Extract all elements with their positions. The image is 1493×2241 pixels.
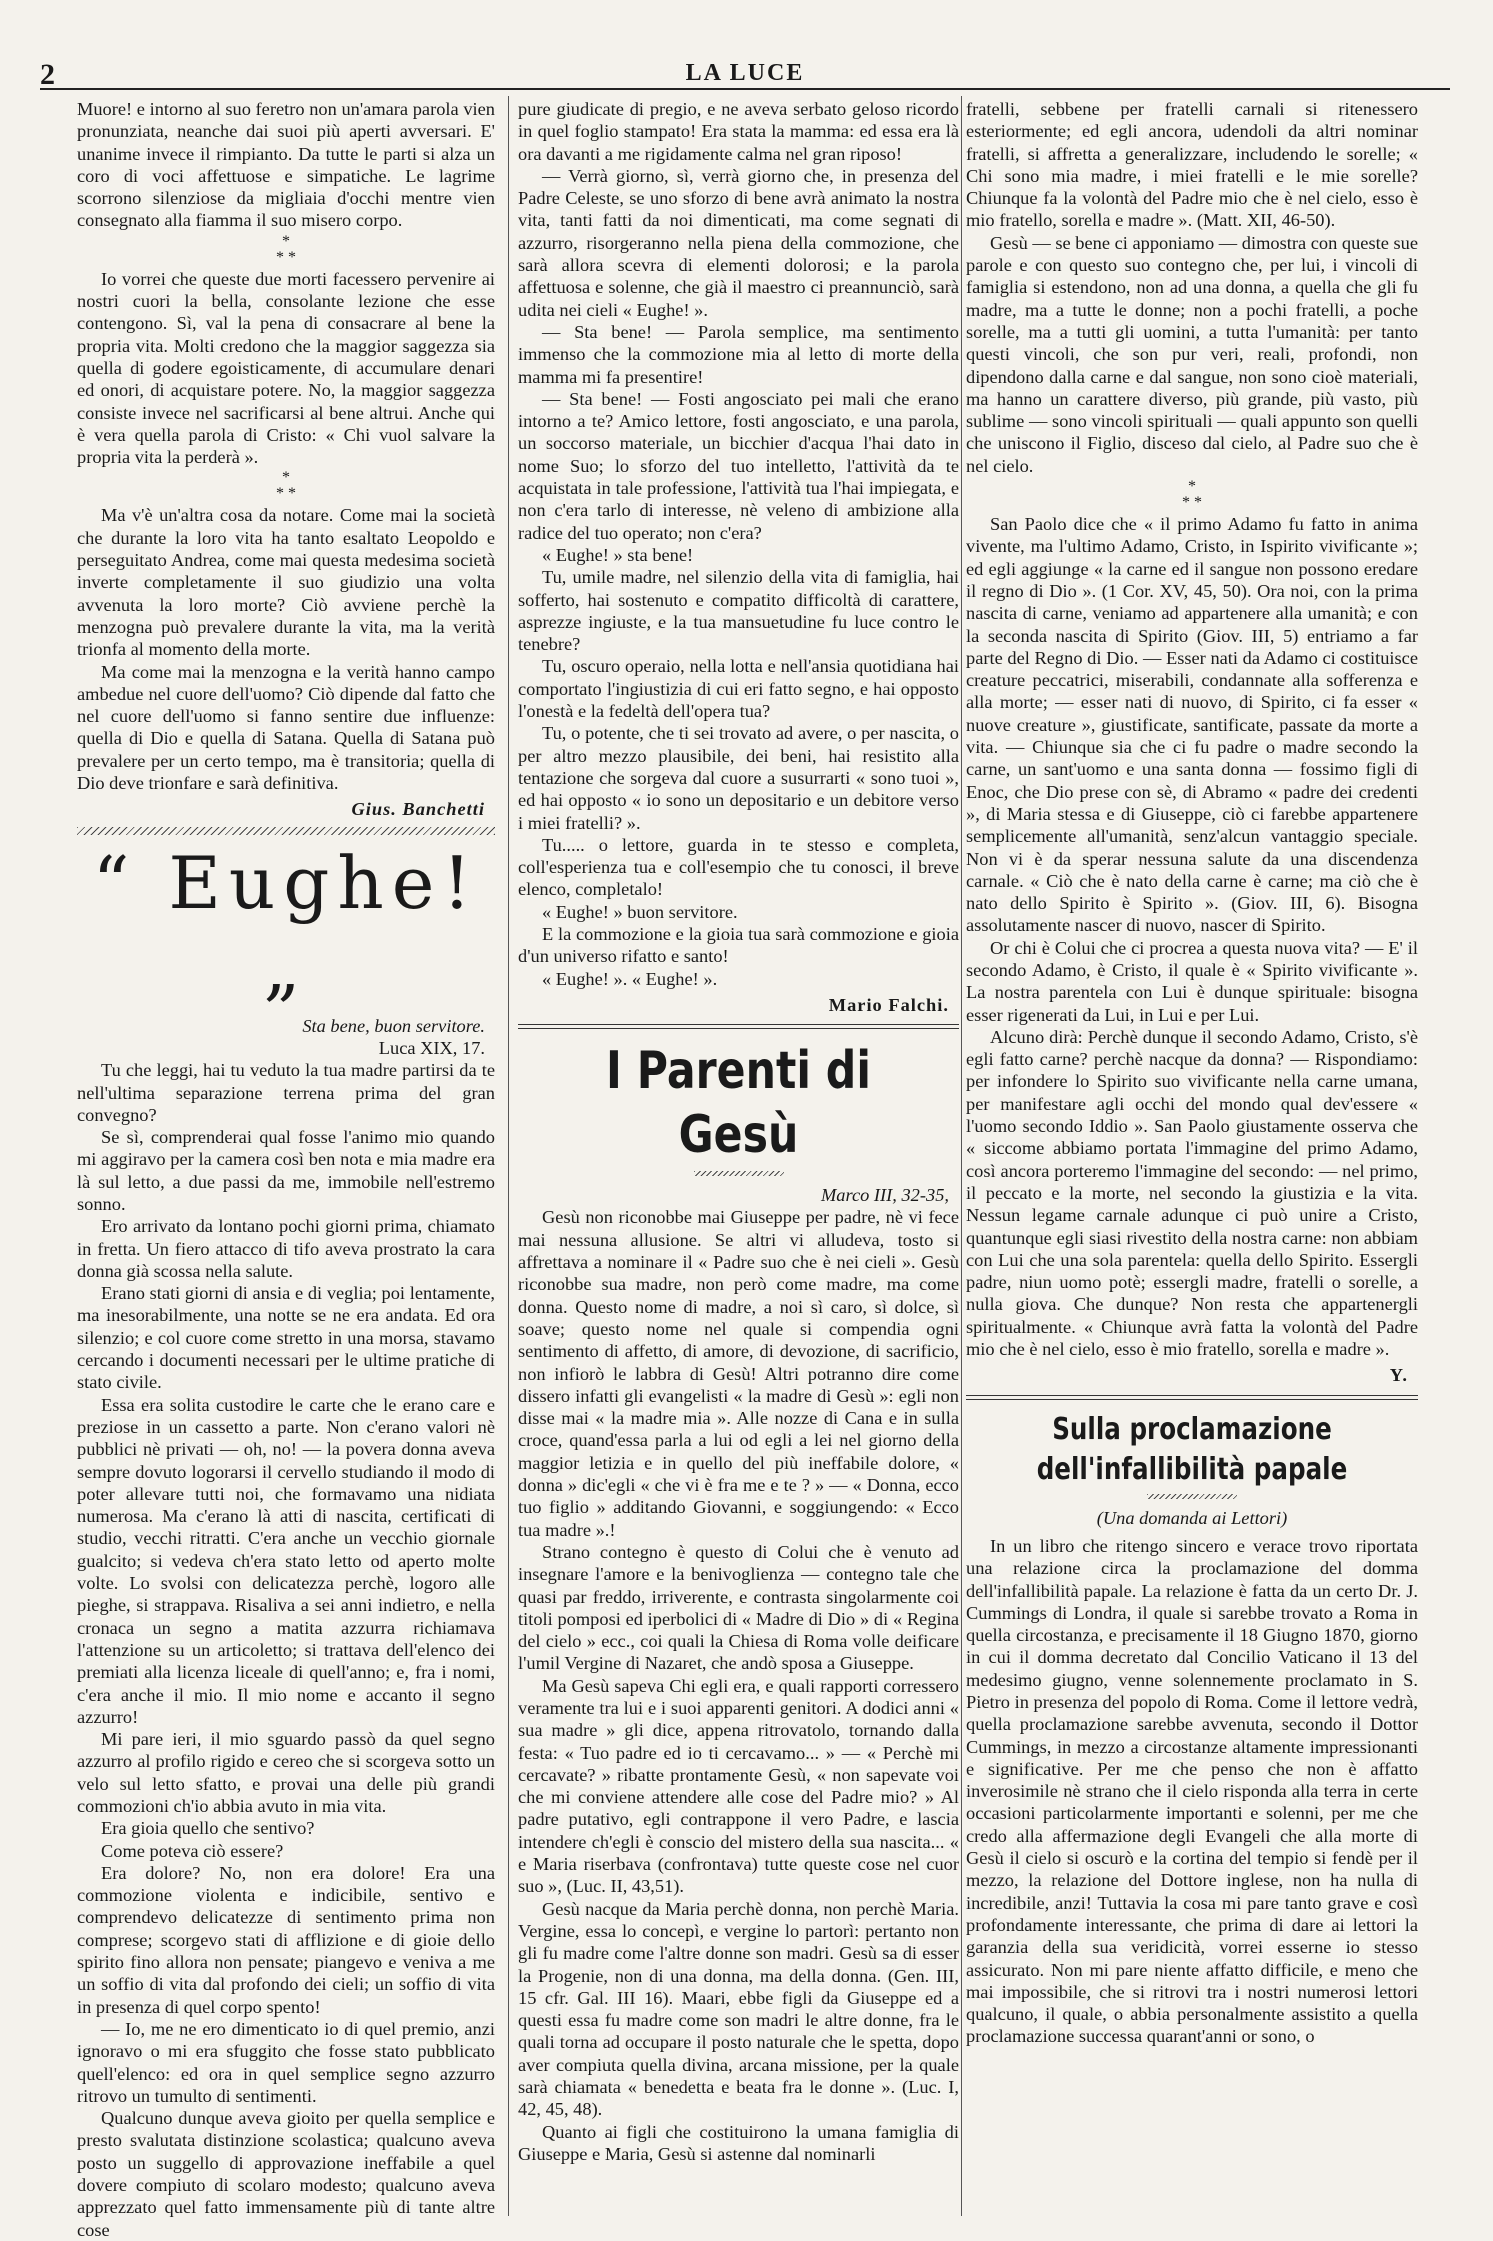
paragraph: — Verrà giorno, sì, verrà giorno che, in presenza del Padre Celeste, se uno sforzo di bene avrà animato la nostra vita, tanti fatti da noi dimenticati, ma come segnati di azzurro, risorgeranno nella piena della commozione, che sarà allora scevra di elementi dolorosi; e la parola affettuosa e solenne, che già il maestro ci preannunciò, sarà udita nei cieli « Eughe! ».	[518, 165, 959, 320]
paragraph: Tu, umile madre, nel silenzio della vita di famiglia, hai sofferto, hai sostenuto e compatito difficoltà di carattere, asprezze ingiuste, e la tua mansuetudine fu luce contro le tenebre?	[518, 567, 959, 655]
paragraph: Mi pare ieri, il mio sguardo passò da quel segno azzurro al profilo rigido e cereo che si scorgeva sotto un velo sul letto sfatto, e provai una delle più grandi commozioni ch'io abbia avuto in mia vita.	[77, 1729, 495, 1816]
author-signature: Y.	[1389, 1365, 1408, 1386]
paragraph: Alcuno dirà: Perchè dunque il secondo Adamo, Cristo, s'è egli fatto carne? perchè nacque da donna? — Rispondiamo: per infondere lo Spirito suo vivificante nella carne umana, per manifestare agli occhi del mondo qual dev'essere « l'uomo secondo Iddio ». San Paolo giustamente osserva che « siccome abbiamo portata l'immagine del primo Adamo, così ancora porteremo l'immagine del secondo: — nel primo, il peccato e la morte, nel secondo la giustizia e la vita. Nessun legame carnale adunque ci può unire a Cristo, quantunque egli siasi rivestito della nostra carne: non abbiam con Lui che una sola parentela: quella dello Spirito. Essergli padre, niun uomo potè; essergli madre, fratelli o sorelle, a nulla giova. Che dunque? Non resta che appartenergli spiritualmente. « Chiunque avrà fatta la volontà del Padre mio che è nel cielo, esso è mio fratello, sorella e madre ».	[966, 1026, 1418, 1360]
paragraph: Era gioia quello che sentivo?	[101, 1818, 315, 1839]
paragraph: Gesù — se bene ci apponiamo — dimostra con queste sue parole e con questo suo contegno che, per lui, i vincoli di famiglia si estendono, non ad una donna, a quella che gli fu madre, ma a tutte le donne; non a pochi fratelli, a poche sorelle, ma a tutti gli uomini, a tutta l'umanità: per tanto questi vincoli, che son pur veri, reali, profondi, non dipendono dalla carne e dal sangue, non sono cioè materiali, ma hanno un carattere diverso, più grande, più vasto, più sublime — sono vincoli spirituali — quali appunto son quelli che uniscono il Figlio, disceso dal cielo, al Padre suo che è nel cielo.	[966, 232, 1418, 476]
article-title: “ Eughe! „	[92, 840, 480, 1009]
paragraph: Se sì, comprenderai qual fosse l'animo mio quando mi aggiravo per la camera così ben nota e mia madre era là sul letto, a due passi da me, immobile nell'estremo sonno.	[77, 1127, 495, 1214]
title-flourish	[1147, 1494, 1237, 1499]
paragraph: Ma Gesù sapeva Chi egli era, e quali rapporti corressero veramente tra lui e i suoi apparenti genitori. A dodici anni « sua madre » gli dice, appena ritrovatolo, tornando dalla festa: « Tuo padre ed io ti cercavamo... » — « Perchè mi cercavate? » ribatte prontamente Gesù, « non sapevate voi che mi conviene attendere alle cose del Padre mio? » Al padre putativo, egli contrappone il vero Padre, e lascia intendere ch'egli è conscio del mistero della sua nascita... « e Maria riserbava (confrontava) tutte queste cose nel cuor suo », (Luc. II, 43,51).	[518, 1675, 959, 1897]
paragraph: Tu..... o lettore, guarda in te stesso e completa, coll'esperienza tua e coll'esempio che tu conosci, il breve elenco, completalo!	[518, 834, 959, 900]
paragraph: Tu che leggi, hai tu veduto la tua madre partirsi da te nell'ultima separazione terrena prima del gran convegno?	[77, 1060, 495, 1125]
paragraph: Tu, o potente, che ti sei trovato ad avere, o per nascita, o per altro mezzo plausibile, dei beni, hai resistito alla tentazione che sorgeva dal cuore a susurrarti « sono tuoi », ed hai opposto « io sono un depositario e un debitore verso i miei fratelli? ».	[518, 723, 959, 833]
title-flourish	[694, 1171, 784, 1176]
column-3	[966, 98, 1418, 2218]
paragraph: Tu, oscuro operaio, nella lotta e nell'ansia quotidiana hai comportato l'ingiustizia di cui eri fatto segno, e hai opposto l'onestà e la fedeltà dell'opera tua?	[518, 656, 959, 722]
paragraph: Quanto ai figli che costituirono la umana famiglia di Giuseppe e Maria, Gesù si astenne dal nominarli	[518, 2121, 959, 2164]
author-signature: Mario Falchi.	[828, 994, 949, 1015]
ornamental-divider	[77, 827, 495, 835]
epigraph: Sta bene, buon servitore.	[302, 1015, 485, 1036]
paragraph: — Io, me ne ero dimenticato io di quel premio, anzi ignoravo o mi era sfuggito che fosse stato pubblicato quell'elenco: ed ora in quel semplice segno azzurro ritrovo un tumulto di sentimenti.	[77, 2018, 495, 2106]
epigraph-reference: Luca XIX, 17.	[378, 1037, 485, 1058]
paragraph: — Sta bene! — Parola semplice, ma sentimento immenso che la commozione mia al letto di morte della mamma mi fa presentire!	[518, 321, 959, 387]
paragraph: In un libro che ritengo sincero e verace trovo riportata una relazione circa la proclamazione del domma dell'infallibilità papale. La relazione è fatta da un certo Dr. J. Cummings di Londra, il quale si sarebbe trovato a Roma in quella circostanza, e precisamente il 18 Giugno 1870, giorno in cui il domma decretato dal Concilio Vaticano il 13 del medesimo giugno, venne solennemente proclamato in S. Pietro in presenza del popolo di Roma. Come il lettore vedrà, quella proclamazione sarebbe avvenuta, secondo il Dottor Cummings, in mezzo a circostanze altamente impressionanti e significative. Per me che penso che non è affatto inverosimile nè strano che il cielo risponda alla terra in certe occasioni particolarmente importanti e solenni, per me che credo alla affermazione degli Evangeli che alla morte di Gesù il cielo si oscurò e la cortina del tempio si fendè per il mezzo, la relazione del Dottore inglese, non ha nulla di incredibile, anzi! Tuttavia la cosa mi pare tanto grave e così profondamente interessante, che prima di dare ai lettori la garanzia della sua veridicità, vorrei esserne io stesso assicurato. Non mi pare niente affatto difficile, e meno che mai impossibile, che si ritrovi tra i nostri numerosi lettori qualcuno, il quale, o abbia personalmente assistito a quella proclamazione successa quarant'anni or sono, o	[966, 1535, 1418, 2047]
column-rule-1	[508, 96, 509, 2216]
paragraph: Ma v'è un'altra cosa da notare. Come mai la società che durante la loro vita ha tanto esaltato Leopoldo e perseguitato Andrea, come mai questa medesima società inverte completamente il suo giudizio una volta avvenuta la loro morte? Ciò avviene perchè la menzogna può prevalere durante la vita, ma la verità trionfa al momento della morte.	[77, 505, 495, 660]
section-stars: * * *	[1182, 478, 1202, 512]
paragraph: Ma come mai la menzogna e la verità hanno campo ambedue nel cuore dell'uomo? Ciò dipende dal fatto che nel cuore dell'uomo si fanno sentire due influenze: quella di Dio e quella di Satana. Quella di Satana può prevalere per un certo tempo, ma è transitoria; quella di Dio deve trionfare e sarà definitiva.	[77, 661, 495, 794]
column-2	[518, 98, 959, 2218]
masthead: LA LUCE	[685, 60, 805, 86]
paragraph: Come poteva ciò essere?	[101, 1840, 284, 1861]
paragraph: Qualcuno dunque aveva gioito per quella semplice e presto svalutata distinzione scolastica; qualcuno aveva posto un suggello di approvazione ineffabile a quel dovere compiuto di scolaro modesto; qualcuno aveva apprezzato quel fatto immensamente più di tante altre cose	[77, 2108, 495, 2240]
article-title: I Parenti di Gesù	[606, 1041, 871, 1166]
paragraph: fratelli, sebbene per fratelli carnali si ritenessero esteriormente; ed egli ancora, udendoli da altri nominar fratelli, si affretta a generalizzare, includendo le sorelle; « Chi sono mia madre, i miei fratelli e le mie sorelle? Chiunque fa la volontà del Padre mio che è nel cielo, esso è mio fratello, sorella e madre ». (Matt. XII, 46-50).	[966, 99, 1418, 231]
article-subtitle: (Una domanda ai Lettori)	[1096, 1507, 1288, 1528]
ornamental-divider	[966, 1395, 1418, 1400]
paragraph: San Paolo dice che « il primo Adamo fu fatto in anima vivente, ma l'ultimo Adamo, Cristo, in Ispirito vivificante »; ed egli aggiunge « la carne ed il sangue non possono eredare il regno di Dio ». (1 Cor. XV, 45, 50). Ora noi, con la prima nascita di carne, veniamo ad appartenere alla umanità; e con la seconda nascita di Spirito (Giov. III, 5) entriamo a far parte del Regno di Dio. — Esser nati da Adamo ci costituisce creature peccatrici, miserabili, condannate alla sofferenza e alla morte; — esser nati di nuovo, di Spirito, ci fa esser « nuove creature », giustificate, santificate, passate da morte a vita. — Chiunque sia che ci fu padre o madre secondo la carne, un sant'uomo e una santa donna — fossimo figli di Enoc, che Dio prese con sè, di Abramo « padre dei credenti », di Maria stessa e di Giuseppe, ciò ci farebbe appartenere semplicemente all'umanità, senz'alcun vantaggio speciale. Non vi è da sperar nessuna salute da una discendenza carnale. « Ciò che è nato della carne è carne; ma ciò che è nato dello Spirito è Spirito ». (Giov. III, 6). Bisogna assolutamente nascer di nuovo, nascer di Spirito.	[966, 514, 1418, 936]
paragraph: Io vorrei che queste due morti facessero pervenire ai nostri cuori la bella, consolante lezione che esse contengono. Sì, val la pena di consacrare al bene la propria vita. Molti credono che la maggior saggezza sia quella di godere egoisticamente, di accumulare denari ed onori, di acquistare potere. No, la maggior saggezza consiste invece nel sacrificarsi al bene altrui. Anche qui è vera quella parola di Cristo: « Chi vuol salvare la propria vita la perderà ».	[77, 268, 495, 468]
paragraph: Strano contegno è questo di Colui che è venuto ad insegnare l'amore e la benivoglienza — contegno tale che quasi par freddo, irriverente, e contrasta singolarmente coi titoli pomposi ed iperbolici di « Madre di Dio » di « Regina del cielo » ecc., coi quali la Chiesa di Roma volle deificare l'umil Vergine di Nazaret, che andò sposa a Giuseppe.	[518, 1541, 959, 1674]
author-signature: Gius. Banchetti	[351, 799, 485, 820]
article-title: Sulla proclamazione dell'infallibilità papale	[1036, 1411, 1348, 1487]
paragraph: Or chi è Colui che ci procrea a questa nuova vita? — E' il secondo Adamo, è Cristo, il quale è « Spirito vivificante ». La nostra parentela con Lui è dunque spirituale: bisogna esser rigenerati da Lui, in Lui e per Lui.	[966, 937, 1418, 1025]
paragraph: « Eughe! » buon servitore.	[542, 901, 738, 922]
page-number: 2	[40, 58, 55, 91]
paragraph: « Eughe! » sta bene!	[542, 544, 694, 565]
paragraph: Muore! e intorno al suo feretro non un'amara parola vien pronunziata, neanche dai suoi più aperti avversari. E' unanime invece il rimpianto. Da tutte le parti si alza un coro di voci affettuose e simpatiche. Le lagrime scorrono silenziose da migliaia d'occhi mentre vien consegnato alla fiamma il suo misero corpo.	[77, 99, 495, 231]
paragraph: Gesù nacque da Maria perchè donna, non perchè Maria. Vergine, essa lo concepì, e vergine lo partorì: pertanto non gli fu madre come l'altre donne son madri. Gesù sa di esser la Progenie, non di una donna, ma della donna. (Gen. III, 15 cfr. Gal. III 16). Maari, ebbe figli da Giuseppe ed a questi essa fu madre come son madri le altre donne, fra le quali torna ad occupare il posto naturale che le spetta, dopo aver compiuta quella divina, arcana missione, per la quale sarà chiamata « benedetta e beata fra le donne ». (Luc. I, 42, 45, 48).	[518, 1898, 959, 2120]
ornamental-divider	[518, 1024, 959, 1029]
paragraph: Erano stati giorni di ansia e di veglia; poi lentamente, ma inesorabilmente, una notte se ne era andata. Ed ora silenzio; e col cuore come stretto in una morsa, stavamo cercando i documenti necessari per le ultime pratiche di stato civile.	[77, 1283, 495, 1393]
column-rule-2	[961, 96, 962, 2216]
section-stars: * * *	[276, 232, 296, 266]
column-1	[77, 98, 495, 2240]
header-rule	[40, 88, 1450, 90]
page-header	[40, 58, 1450, 91]
paragraph: Gesù non riconobbe mai Giuseppe per padre, nè vi fece mai nessuna allusione. Se altri vi alludeva, tosto si affrettava a nominare il « Padre suo che è nei cieli ». Gesù riconobbe sua madre, non però come madre, ma come donna. Questo nome di madre, a noi sì caro, sì dolce, sì soave; questo nome nel quale si compendia ogni sentimento di affetto, di amore, di devozione, di sacrificio, non infiorò le labbra di Gesù! Altri potranno dire come dissero infatti gli evangelisti « la madre di Gesù »: egli non disse mai « la madre mia ». Alle nozze di Cana e in sulla croce, quand'essa parla a lui od egli a lei nel giorno della maggior letizia e in quello del più ineffabile dolore, « donna » dic'egli « che vi è fra me e te ? » — « Donna, ecco tuo figlio » additando Giovanni, e soggiungendo: « Ecco tua madre ».!	[518, 1207, 959, 1540]
paragraph: Essa era solita custodire le carte che le erano care e preziose in un cassetto a parte. Non c'erano valori nè pubblici nè privati — oh, no! — la povera donna aveva sempre dovuto logorarsi il cervello studiando il modo di poter allevare tutti noi, che formavamo una nidiata numerosa. Ma c'erano là atti di nascita, certificati di studio, vecchi ritratti. C'era anche un vecchio giornale gualcito; si vedeva ch'era stato letto od aperto molte volte. Lo svolsi con delicatezza perchè, logoro alle pieghe, si strappava. Risaliva a sei anni indietro, e nella cronaca un segno a matita azzurra richiamava l'attenzione su un articoletto; si trattava dell'elenco dei premiati alla licenza liceale di quell'anno; e, fra i nomi, c'era anche il mio. Il mio nome e accanto il segno azzurro!	[77, 1394, 495, 1727]
paragraph: Era dolore? No, non era dolore! Era una commozione violenta e indicibile, sentivo e comprendevo delicatezze di sentimento prima non comprese; scorgevo stati di afflizione e di gioie dello spirito fino allora non pensate; piangevo e veniva a me un soffio di vita dal profondo dei cieli; un soffio di vita in presenza di quel corpo spento!	[77, 1862, 495, 2017]
epigraph: Marco III, 32-35,	[820, 1185, 949, 1206]
paragraph: Ero arrivato da lontano pochi giorni prima, chiamato in fretta. Un fiero attacco di tifo aveva prostrato la cara donna già scossa nella salute.	[77, 1216, 495, 1281]
section-stars: * * *	[276, 469, 296, 503]
paragraph: « Eughe! ». « Eughe! ».	[542, 968, 718, 989]
paragraph: pure giudicate di pregio, e ne aveva serbato geloso ricordo in quel foglio stampato! Era stata la mamma: ed essa era là ora davanti a me rigidamente calma nel gran riposo!	[518, 99, 959, 164]
paragraph: E la commozione e la gioia tua sarà commozione e gioia d'un universo rifatto e santo!	[518, 923, 959, 967]
paragraph: — Sta bene! — Fosti angosciato pei mali che erano intorno a te? Amico lettore, fosti angosciato, e una parola, un soccorso materiale, un bicchier d'acqua l'hai dato in nome Suo; lo sforzo del tuo intelletto, l'attività da te acquistata in tale professione, l'attività tua l'hai impiegata, e non c'era tarlo di interesse, nè veleno di ambizione alla radice del tuo operato; non c'era?	[518, 388, 959, 543]
